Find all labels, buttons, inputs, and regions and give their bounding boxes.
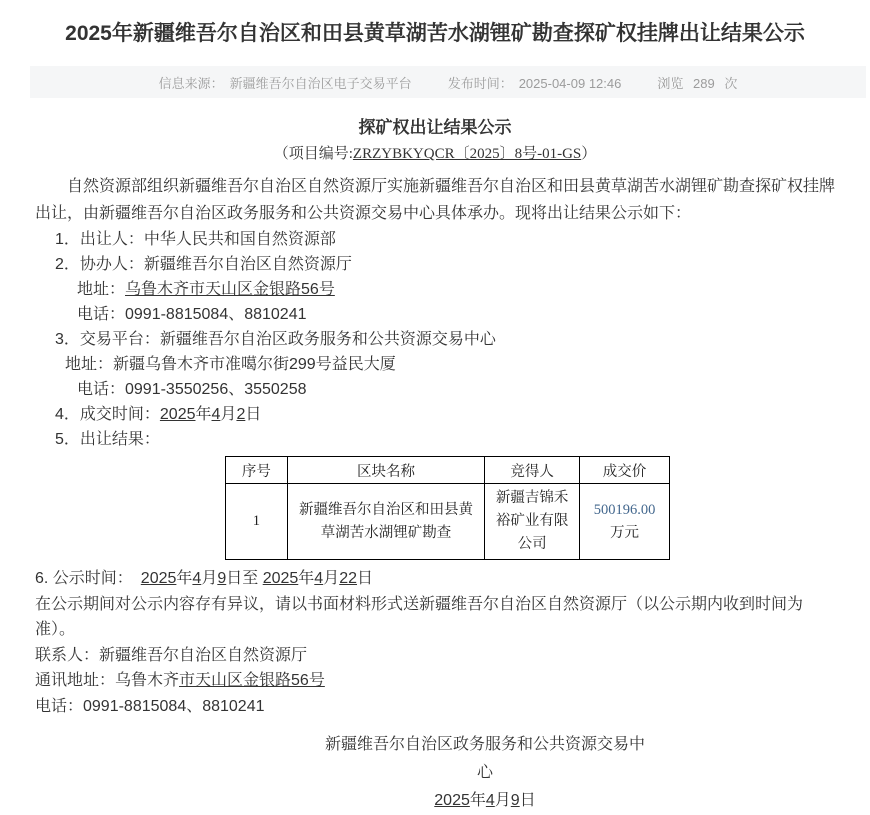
line-platform-address: 地址：新疆乌鲁木齐市准噶尔街299号益民大厦 (65, 356, 396, 373)
signature-block (325, 731, 645, 815)
table-header-price: 成交价 (580, 457, 670, 484)
document-body (0, 116, 870, 815)
line-contact-phone: 电话：0991-8815084、8810241 (35, 697, 265, 715)
meta-views-label: 浏览 (657, 75, 684, 91)
table-header-block: 区块名称 (287, 457, 484, 484)
cell-serial-number: 1 (226, 484, 288, 560)
cell-price (580, 484, 670, 560)
line-co-organizer: 2．协办人：新疆维吾尔自治区自然资源厅 (55, 256, 352, 273)
line-co-org-address: 地址：乌鲁木齐市天山区金银路56号 (77, 281, 335, 298)
line-platform-phone: 电话：0991-3550256、3550258 (77, 381, 307, 398)
line-trade-platform: 3．交易平台：新疆维吾尔自治区政务服务和公共资源交易中心 (55, 331, 496, 348)
meta-publish-value: 2025-04-09 12:46 (518, 75, 622, 91)
meta-views (657, 73, 737, 92)
line-transferor: 1．出让人：中华人民共和国自然资源部 (55, 231, 336, 248)
meta-bar (30, 66, 866, 98)
line-co-org-phone: 电话：0991-8815084、8810241 (77, 306, 307, 323)
line-result-label: 5．出让结果： (55, 431, 160, 448)
table-header-no: 序号 (226, 457, 288, 484)
signature-org: 新疆维吾尔自治区政务服务和公共资源交易中心 (325, 736, 646, 781)
signature-date: 2025年4月9日 (434, 792, 536, 809)
line-objection-notice: 在公示期间对公示内容存有异议，请以书面材料形式送新疆维吾尔自治区自然资源厅（以公示期内收到时间为准）。 (35, 595, 804, 638)
price-amount: 500196.00 (593, 501, 656, 518)
result-table (225, 456, 670, 560)
page-title: 2025年新疆维吾尔自治区和田县黄草湖苦水湖锂矿勘查探矿权挂牌出让结果公示 (65, 22, 805, 45)
intro-paragraph: 自然资源部组织新疆维吾尔自治区自然资源厅实施新疆维吾尔自治区和田县黄草湖苦水湖锂矿勘查探矿权挂牌出让，由新疆维吾尔自治区政务服务和公共资源交易中心具体承办。现将出让结果公示如下： (35, 178, 836, 222)
meta-publish-time (448, 73, 622, 92)
meta-publish-label: 发布时间： (447, 75, 513, 91)
announcement-page (0, 20, 870, 809)
line-publicity-period: 6. 公示时间： 2025年4月9日至 2025年4月22日 (35, 570, 374, 587)
meta-source (159, 73, 412, 92)
line-deal-date: 4．成交时间：2025年4月2日 (55, 406, 262, 423)
cell-block-name: 新疆维吾尔自治区和田县黄草湖苦水湖锂矿勘查 (287, 484, 484, 560)
closing-section (35, 566, 835, 719)
doc-heading: 探矿权出让结果公示 (358, 118, 512, 137)
line-contact-person: 联系人：新疆维吾尔自治区自然资源厅 (35, 646, 308, 664)
table-header-row (226, 457, 670, 484)
meta-source-value: 新疆维吾尔自治区电子交易平台 (229, 75, 412, 91)
price-unit: 万元 (610, 524, 640, 541)
meta-source-label: 信息来源： (158, 75, 224, 91)
table-header-winner: 竞得人 (485, 457, 580, 484)
line-mailing-address: 通讯地址：乌鲁木齐市天山区金银路56号 (35, 672, 325, 689)
project-number: （项目编号:ZRZYBKYQCR〔2025〕8号-01-GS） (273, 146, 597, 162)
meta-views-unit: 次 (724, 75, 738, 91)
cell-winner: 新疆吉锦禾裕矿业有限公司 (485, 484, 580, 560)
meta-views-count: 289 (693, 75, 715, 91)
table-row (226, 484, 670, 560)
